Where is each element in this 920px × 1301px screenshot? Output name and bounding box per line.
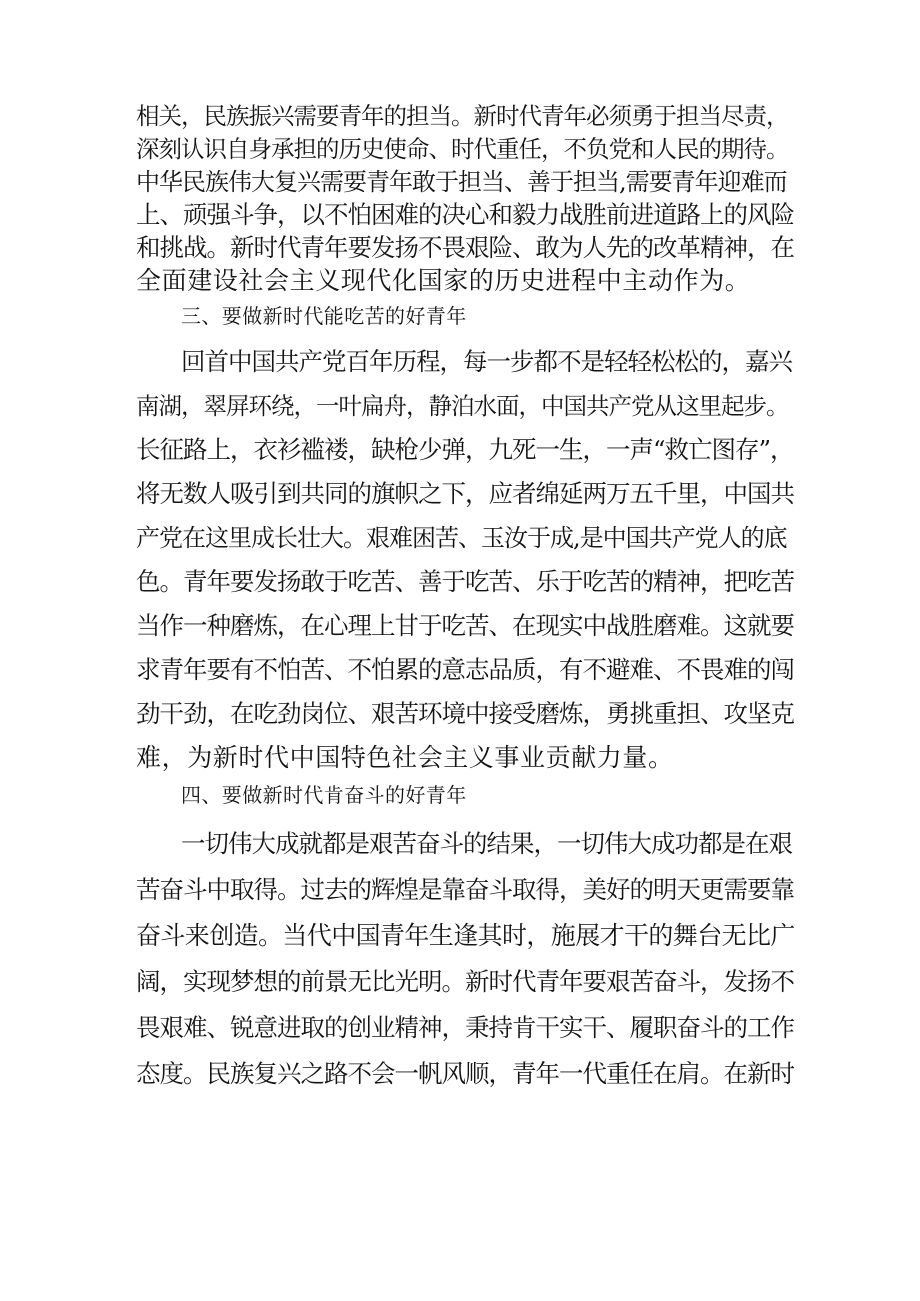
paragraph-line: 苦奋斗中取得。过去的辉煌是靠奋斗取得，美好的明天更需要靠	[136, 875, 794, 904]
paragraph-line: 当作一种磨炼，在心理上甘于吃苦、在现实中战胜磨难。这就要	[136, 611, 794, 640]
paragraph-line: 求青年要有不怕苦、不怕累的意志品质，有不避难、不畏难的闯	[136, 655, 794, 684]
paragraph-line: 畏艰难、锐意进取的创业精神，秉持肯干实干、履职奋斗的工作	[136, 1013, 794, 1042]
paragraph-line: 阔，实现梦想的前景无比光明。新时代青年要艰苦奋斗，发扬不	[136, 967, 794, 996]
paragraph-line: 一切伟大成就都是艰苦奋斗的结果，一切伟大成功都是在艰	[181, 829, 792, 858]
paragraph-line: 色。青年要发扬敢于吃苦、善于吃苦、乐于吃苦的精神，把吃苦	[136, 567, 794, 596]
paragraph-line: 长征路上，衣衫褴褛，缺枪少弹，九死一生，一声“救亡图存”，	[136, 435, 794, 464]
paragraph-line: 相关，民族振兴需要青年的担当。新时代青年必须勇于担当尽责，	[136, 102, 789, 130]
paragraph-line: 难，为新时代中国特色社会主义事业贡献力量。	[136, 743, 674, 772]
section-heading: 三、要做新时代能吃苦的好青年	[181, 304, 467, 328]
paragraph-line: 深刻认识自身承担的历史使命、时代重任，不负党和人民的期待。	[136, 135, 789, 163]
section-heading: 四、要做新时代肯奋斗的好青年	[181, 783, 467, 807]
paragraph-line: 奋斗来创造。当代中国青年生逢其时，施展才干的舞台无比广	[136, 921, 795, 950]
paragraph-line: 上、顽强斗争，以不怕困难的决心和毅力战胜前进道路上的风险	[136, 200, 794, 229]
paragraph-line: 回首中国共产党百年历程，每一步都不是轻轻松松的，嘉兴	[181, 347, 792, 376]
paragraph-line: 南湖，翠屏环绕，一叶扁舟，静泊水面，中国共产党从这里起步。	[136, 392, 789, 420]
paragraph-line: 产党在这里成长壮大。艰难困苦、玉汝于成,是中国共产党人的底	[136, 524, 787, 552]
paragraph-line: 中华民族伟大复兴需要青年敢于担当、善于担当,需要青年迎难而	[136, 168, 787, 196]
paragraph-line: 劲干劲，在吃劲岗位、艰苦环境中接受磨炼，勇挑重担、攻坚克	[136, 699, 794, 728]
paragraph-line: 全面建设社会主义现代化国家的历史进程中主动作为。	[136, 266, 751, 295]
paragraph-line: 态度。民族复兴之路不会一帆风顺，青年一代重任在肩。在新时	[136, 1059, 794, 1088]
paragraph-line: 和挑战。新时代青年要发扬不畏艰险、敢为人先的改革精神，在	[136, 233, 794, 262]
paragraph-line: 将无数人吸引到共同的旗帜之下，应者绵延两万五千里，中国共	[136, 479, 794, 508]
